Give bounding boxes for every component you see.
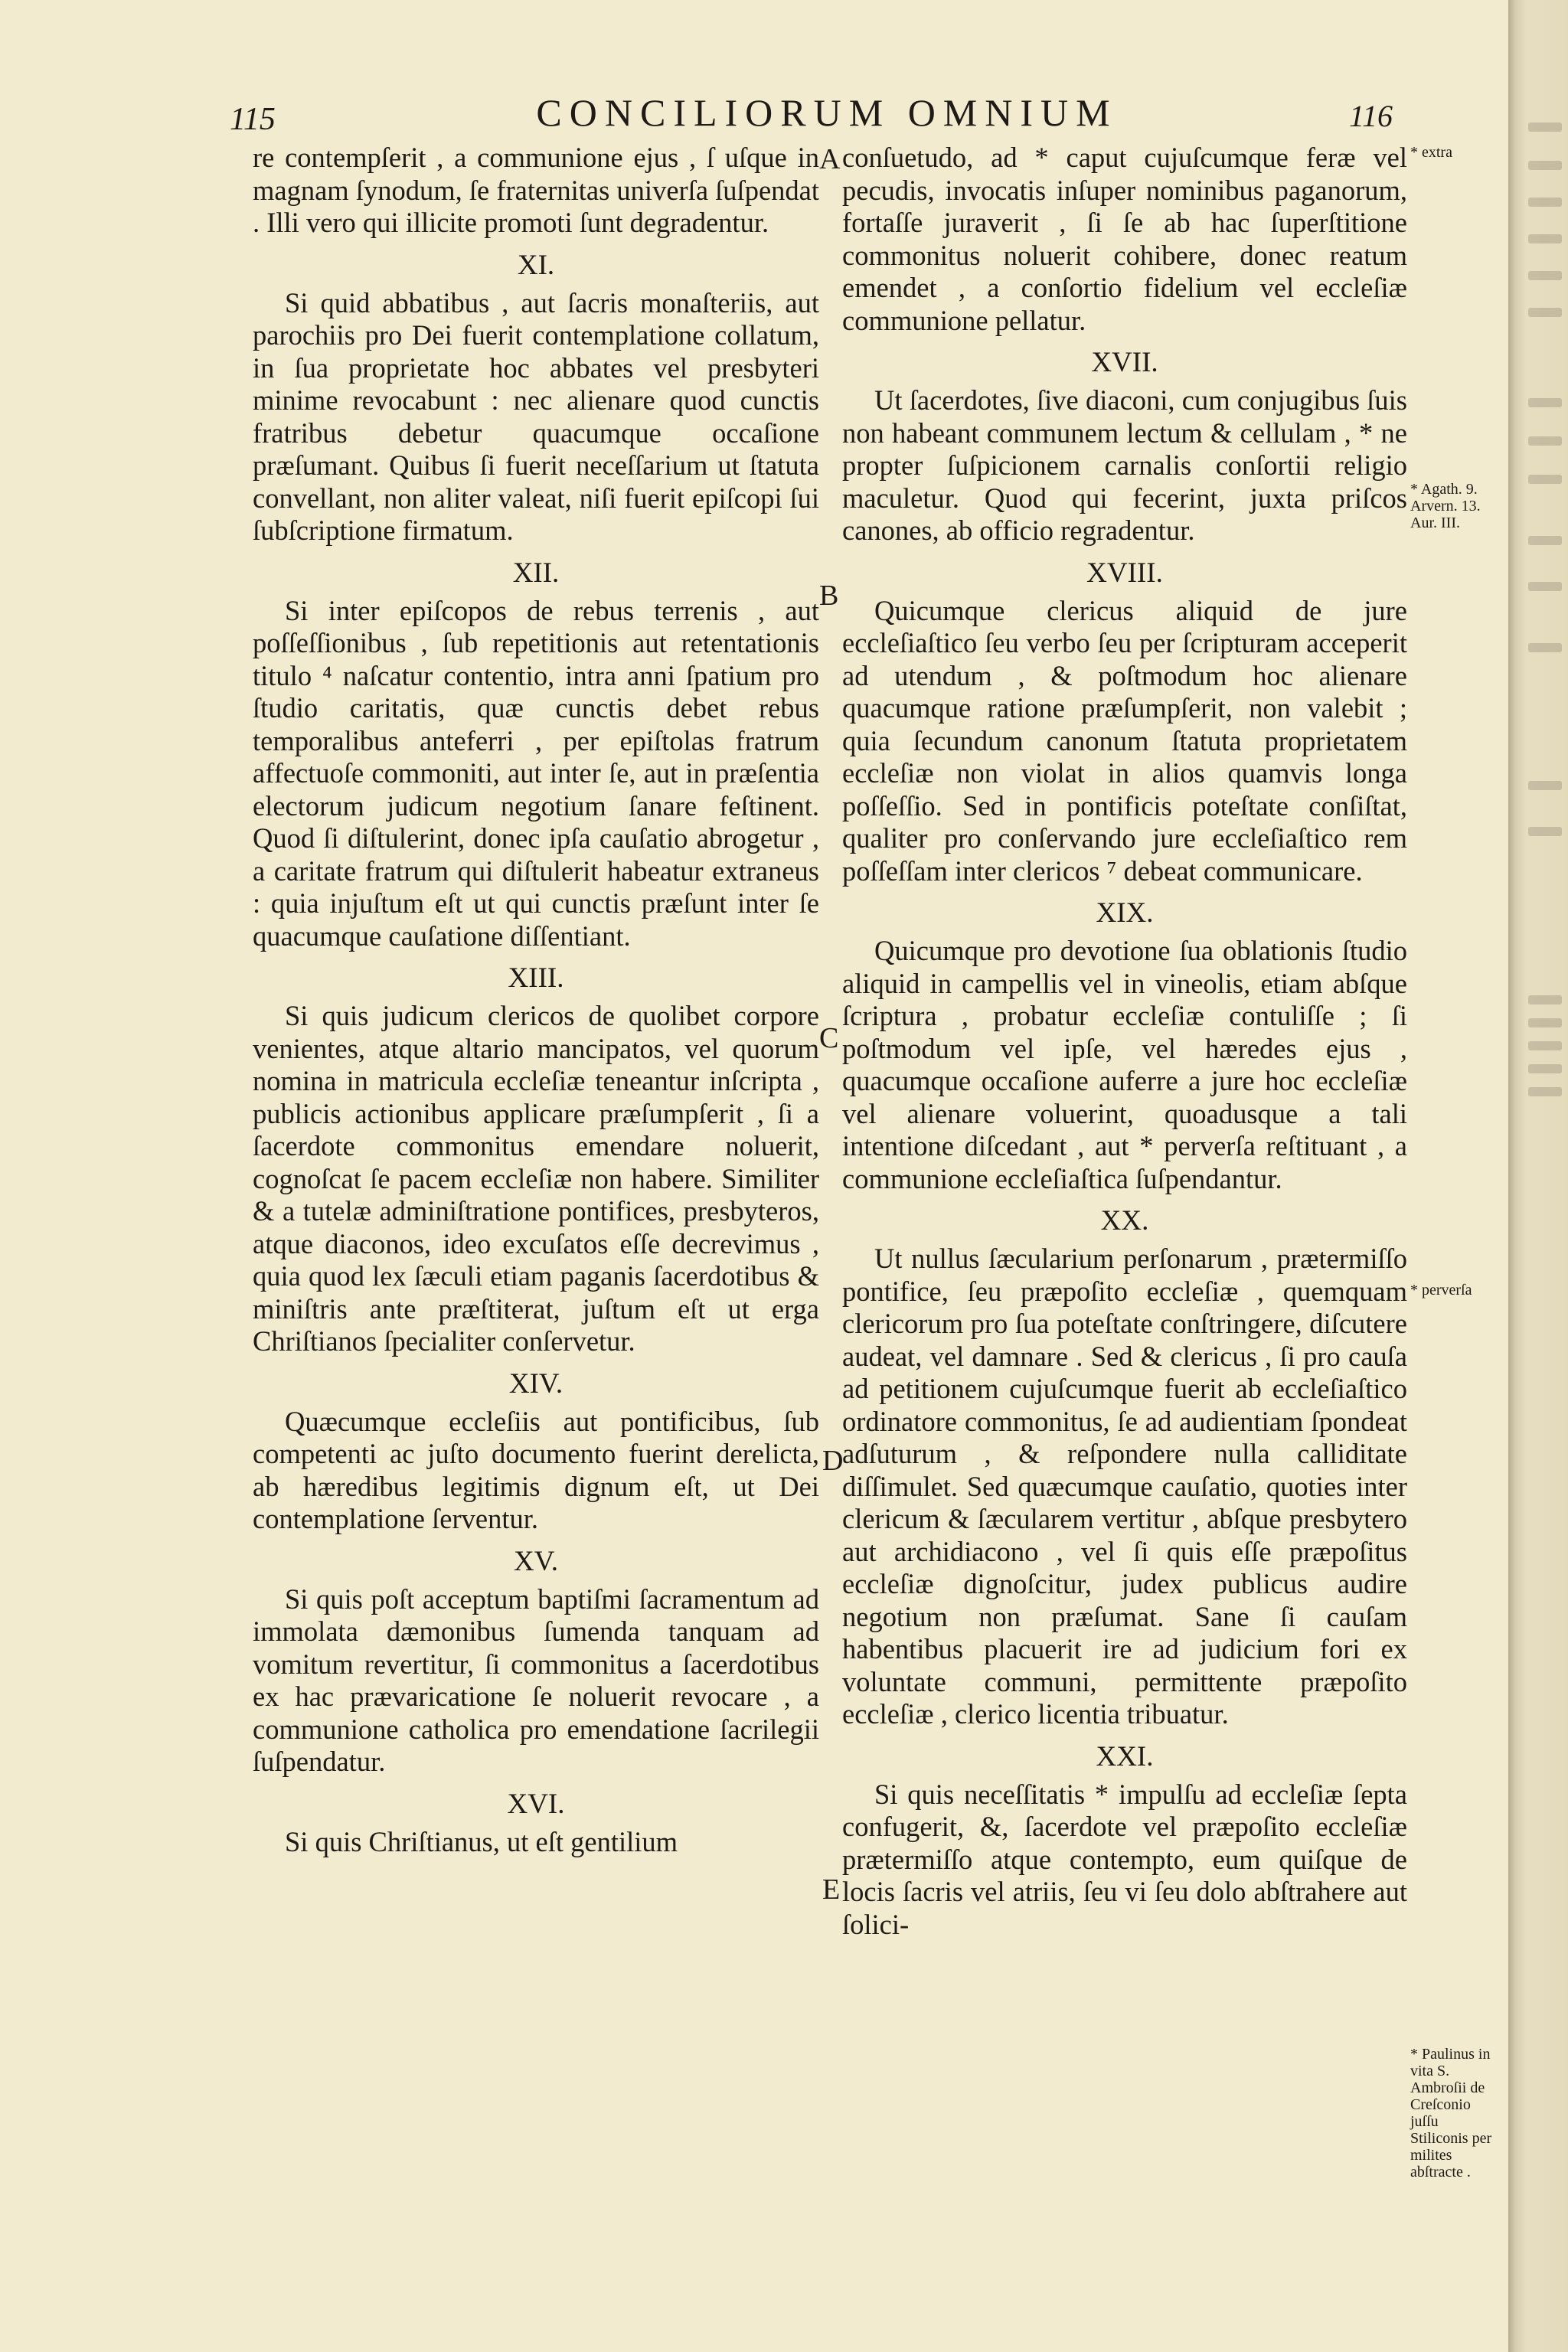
canon-text-15: Si quis poſt acceptum baptiſmi ſacramentum ad immolata dæmonibus ſumenda tanquam ad vomitum revertitur, ſi commonitus a ſacerdotibus ex hac prævaricatione ſe noluerit revocare , a communione catholica pro emendatione ſacrilegii ſuſpendatur. <box>253 1583 819 1777</box>
canon-text-13: Si quis judicum clericos de quolibet corpore venientes, atque altario mancipatos, vel quorum nomina in matricula eccleſiæ teneantur inſcripta , publicis actionibus applicare præſumpſerit , ſi a ſacerdote commonitus emendare noluerit, cognoſcat ſe pacem eccleſiæ non habere. Similiter & a tutelæ adminiſtratione pontifices, presbyteros, atque diaconos, ideo excuſatos eſſe decrevimus , quia quod lex ſæculi etiam paganis ſacerdotibus & miniſtris ante præſtiterat, juſtum eſt ut erga Chriſtianos ſpecialiter conſervetur. <box>253 1000 819 1357</box>
canon-text-20: Ut nullus ſæcularium perſonarum , prætermiſſo pontifice, ſeu præpoſito eccleſiæ , quemquam clericorum pro ſua poteſtate conſtringere, diſcutere audeat, vel damnare . Sed & clericus , ſi pro cauſa ad petitionem cujuſcumque fuerit ab eccleſiaſtico ordinatore commonitus, ſe ad audientiam ſpondeat adſuturum , & reſpondere nulla calliditate diſſimulet. Sed quæcumque cauſatio, quoties inter clericum & ſæcularem vertitur , abſque presbytero aut archidiacono , vel ſi quis eſſe præpoſitus eccleſiæ dignoſcitur, judex publicus audire negotium non præſumat. Sane ſi cauſam habentibus placuerit ire ad judicium fori ex voluntate communi, permittente præpoſito eccleſiæ , clerico licentia tribuatur. <box>842 1243 1407 1730</box>
section-marker-c: C <box>819 1022 839 1054</box>
canon-text-21: Si quis neceſſitatis * impulſu ad eccleſiæ ſepta confugerit, &, ſacerdote vel præpoſito eccleſiæ prætermiſſo atque contempto, eum quiſque de locis ſacris vel atriis, ſeu vi ſeu dolo abſtrahere aut ſolici- <box>842 1778 1407 1940</box>
margin-note-perversa: * perverſa <box>1410 1282 1472 1298</box>
adjacent-page-edge <box>1508 0 1568 2352</box>
page-number-left: 115 <box>230 102 276 137</box>
canon-text-14: Quæcumque eccleſiis aut pontificibus, ſub competenti ac juſto documento fuerint derelicta, ab hæredibus legitimis dignum eſt, ut Dei contemplatione ſerventur. <box>253 1405 819 1534</box>
canon-heading-20: XX. <box>1100 1205 1149 1236</box>
margin-note-paulinus: * Paulinus in vita S. Ambroſii de Creſconio juſſu Stiliconis per milites abſtracte . <box>1410 2046 1492 2180</box>
section-marker-e: E <box>822 1873 841 1906</box>
canon-text-18: Quicumque clericus aliquid de jure eccleſiaſtico ſeu verbo ſeu per ſcripturam acceperit ad utendum , & poſtmodum hoc alienare quacumque ratione præſumpſerit, non valebit ; quia ſecundum canonum ſtatuta proprietatem eccleſiæ non violat in alios quamvis longa poſſeſſio. Sed in pontificis poteſtate conſiſtat, qualiter pro conſervando jure eccleſiaſtico rem poſſeſſam inter clericos ⁷ debeat communicare. <box>842 594 1407 887</box>
canon-heading-17: XVII. <box>1091 347 1158 378</box>
canon-text-11: Si quid abbatibus , aut ſacris monaſteriis, aut parochiis pro Dei fuerit contemplatione collatum, in ſua proprietate hoc abbates vel presbyteri minime revocabunt : nec alienare quod cunctis fratribus debetur quacumque occaſione præſumant. Quibus ſi fuerit neceſſarium ut ſtatuta convellant, non aliter valeat, niſi fuerit epiſcopi ſui ſubſcriptione firmatum. <box>253 286 819 546</box>
right-intro-text: conſuetudo, ad * caput cujuſcumque feræ vel pecudis, invocatis inſuper nominibus paganorum, fortaſſe juraverit , ſi ſe ab hac ſuperſtitione commonitus noluerit cohibere, donec reatum emendet , a conſortio fidelium vel eccleſiæ communione pellatur. <box>842 142 1407 336</box>
canon-text-19: Quicumque pro devotione ſua oblationis ſtudio aliquid in campellis vel in vineolis, etiam abſque ſcriptura , probatur eccleſiæ contuliſſe ; ſi poſtmodum vel ipſe, vel hæredes ejus , quacumque occaſione auferre a jure hoc eccleſiæ vel alienare voluerint, quoadusque a tali intentione diſcedant , aut * perverſa reſtituant , a communione eccleſiaſtica ſuſpendantur. <box>842 935 1407 1194</box>
canon-heading-14: XIV. <box>508 1367 564 1400</box>
section-marker-b: B <box>819 580 839 612</box>
left-intro-text: re contempſerit , a communione ejus , ſ uſque in magnam ſynodum, ſe fraternitas univerſa ſuſpendat . Illi vero qui illicite promoti ſunt degradentur. <box>253 142 819 238</box>
canon-heading-16: XVI. <box>507 1788 565 1820</box>
canon-text-16: Si quis Chriſtianus, ut eſt gentilium <box>285 1825 678 1857</box>
section-marker-a: A <box>819 143 841 175</box>
canon-heading-11: XI. <box>517 249 555 281</box>
running-header <box>0 90 1508 144</box>
running-title: CONCILIORUM OMNIUM <box>536 91 1118 134</box>
canon-heading-19: XIX. <box>1096 897 1154 929</box>
page-number-right: 116 <box>1349 99 1393 133</box>
canon-heading-18: XVIII. <box>1086 557 1163 589</box>
canon-heading-15: XV. <box>514 1545 558 1577</box>
left-column <box>253 142 819 1858</box>
canon-text-12: Si inter epiſcopos de rebus terrenis , aut poſſeſſionibus , ſub repetitionis aut retentationis titulo ⁴ naſcatur contentio, intra anni ſpatium pro ſtudio caritatis, quæ cunctis debet rebus temporalibus anteferri , per epiſtolas fratrum affectuoſe commoniti, aut inter ſe, aut in præſentia electorum judicum negotium ſanare feſtinent. Quod ſi diſtulerint, donec ipſa cauſatio abrogetur , a caritate fratrum qui diſtulerit habeatur extraneus : quia injuſtum eſt ut qui cunctis præſunt inter ſe quacumque cauſatione diſſentiant. <box>253 594 819 952</box>
section-marker-d: D <box>822 1445 844 1477</box>
right-column <box>842 142 1407 1941</box>
canon-heading-21: XXI. <box>1096 1740 1154 1772</box>
margin-note-extra: * extra <box>1410 144 1452 161</box>
canon-heading-13: XIII. <box>508 962 564 994</box>
margin-note-agath: * Agath. 9. Arvern. 13. Aur. III. <box>1410 481 1481 531</box>
canon-text-17: Ut ſacerdotes, ſive diaconi, cum conjugibus ſuis non habeant communem lectum & cellulam , * ne propter ſuſpicionem carnalis conſortii religio maculetur. Quod qui fecerint, juxta priſcos canones, ab officio regradentur. <box>842 384 1407 546</box>
canon-heading-12: XII. <box>512 557 560 589</box>
